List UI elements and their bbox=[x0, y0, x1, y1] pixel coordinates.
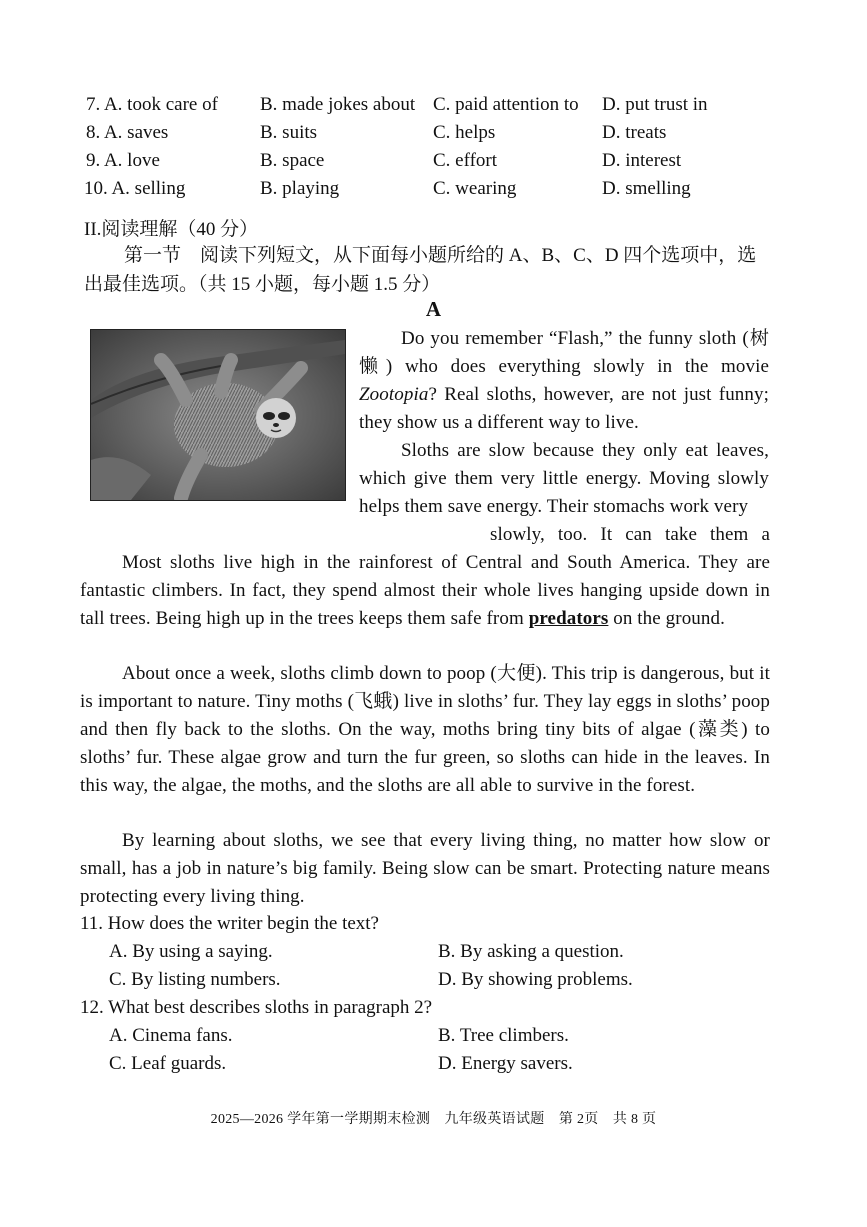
question-12-option-d: D. Energy savers. bbox=[438, 1053, 573, 1074]
question-12-option-a: A. Cinema fans. bbox=[109, 1025, 233, 1046]
question-11-option-c: C. By listing numbers. bbox=[109, 969, 281, 990]
question-12-stem: 12. What best describes sloths in paragraph 2? bbox=[80, 997, 433, 1018]
passage-title: A bbox=[425, 297, 442, 321]
passage-paragraph-5: By learning about sloths, we see that every living thing, no matter how slow or small, has a job in nature’s big family. Being slow can be smart. Protecting nature means protecting every living thing. bbox=[80, 830, 770, 907]
option-c: C. wearing bbox=[433, 178, 517, 199]
page-footer: 2025—2026 学年第一学期期末检测 九年级英语试题 第 2页 共 8 页 bbox=[210, 1112, 657, 1127]
movie-title: Zootopia bbox=[359, 383, 429, 405]
option-c: C. helps bbox=[433, 122, 496, 143]
option-c: C. paid attention to bbox=[433, 94, 579, 115]
passage-paragraph-4: About once a week, sloths climb down to poop (大便). This trip is dangerous, but it is important to nature. Tiny moths (飞蛾) live in sloths’ fur. They lay eggs in sloths’ poop and then fly back to the sloths. On the way, moths bring tiny bits of algae (藻类) to sloths’ fur. These algae grow and turn the fur green, so sloths can hide in the leaves. In this way, the algae, the moths, and the sloths are all able to survive in the forest. bbox=[80, 663, 770, 796]
passage-paragraph-2-rest: slowly, too. It can take them a bbox=[490, 524, 770, 545]
option-c: C. effort bbox=[433, 150, 498, 171]
question-11-option-b: B. By asking a question. bbox=[438, 941, 624, 962]
section-instructions: 第一节 阅读下列短文，从下面每小题所给的 A、B、C、D 四个选项中，选出最佳选项。（共 15 小题，每小题 1.5 分） bbox=[84, 245, 757, 295]
option-b: B. made jokes about bbox=[260, 94, 416, 115]
option-a: 9. A. love bbox=[86, 150, 160, 171]
question-11-option-a: A. By using a saying. bbox=[109, 941, 273, 962]
question-12-option-c: C. Leaf guards. bbox=[109, 1053, 227, 1074]
question-11-option-d: D. By showing problems. bbox=[438, 969, 633, 990]
paragraph-text: on the ground. bbox=[608, 607, 725, 629]
paragraph-text: Sloths are slow because they only eat leaves, which give them very little energy. Moving slowly helps them save energy. Their stomachs work very bbox=[359, 440, 769, 517]
paragraph-text: Do you remember “Flash,” the funny sloth (树懒) who does everything slowly in the movie bbox=[359, 328, 769, 377]
option-b: B. playing bbox=[260, 178, 340, 199]
passage-paragraph-2-part bbox=[359, 437, 769, 521]
question-12-option-b: B. Tree climbers. bbox=[438, 1025, 569, 1046]
passage-paragraph-1 bbox=[359, 325, 769, 437]
option-a: 8. A. saves bbox=[86, 122, 169, 143]
option-d: D. interest bbox=[602, 150, 682, 171]
sloth-photo bbox=[90, 329, 346, 501]
question-11-stem: 11. How does the writer begin the text? bbox=[80, 913, 379, 934]
paragraph-text: ? Real sloths, however, are not just funny; they show us a different way to live. bbox=[359, 383, 769, 433]
option-d: D. put trust in bbox=[602, 94, 708, 115]
sloth-illustration bbox=[91, 330, 345, 500]
paragraph-text: Most sloths live high in the rainforest of Central and South America. They are fantastic climbers. In fact, they spend almost their whole lives hanging upside down in tall trees. Being high up in the trees keeps them safe from bbox=[80, 552, 770, 629]
option-a: 10. A. selling bbox=[84, 178, 186, 199]
option-d: D. smelling bbox=[602, 178, 691, 199]
passage-paragraph-3 bbox=[80, 549, 770, 633]
option-b: B. space bbox=[260, 150, 325, 171]
option-a: 7. A. took care of bbox=[86, 94, 218, 115]
underlined-word: predators bbox=[528, 607, 609, 629]
section-title: II.阅读理解（40 分） bbox=[84, 219, 259, 240]
option-d: D. treats bbox=[602, 122, 667, 143]
option-b: B. suits bbox=[260, 122, 318, 143]
